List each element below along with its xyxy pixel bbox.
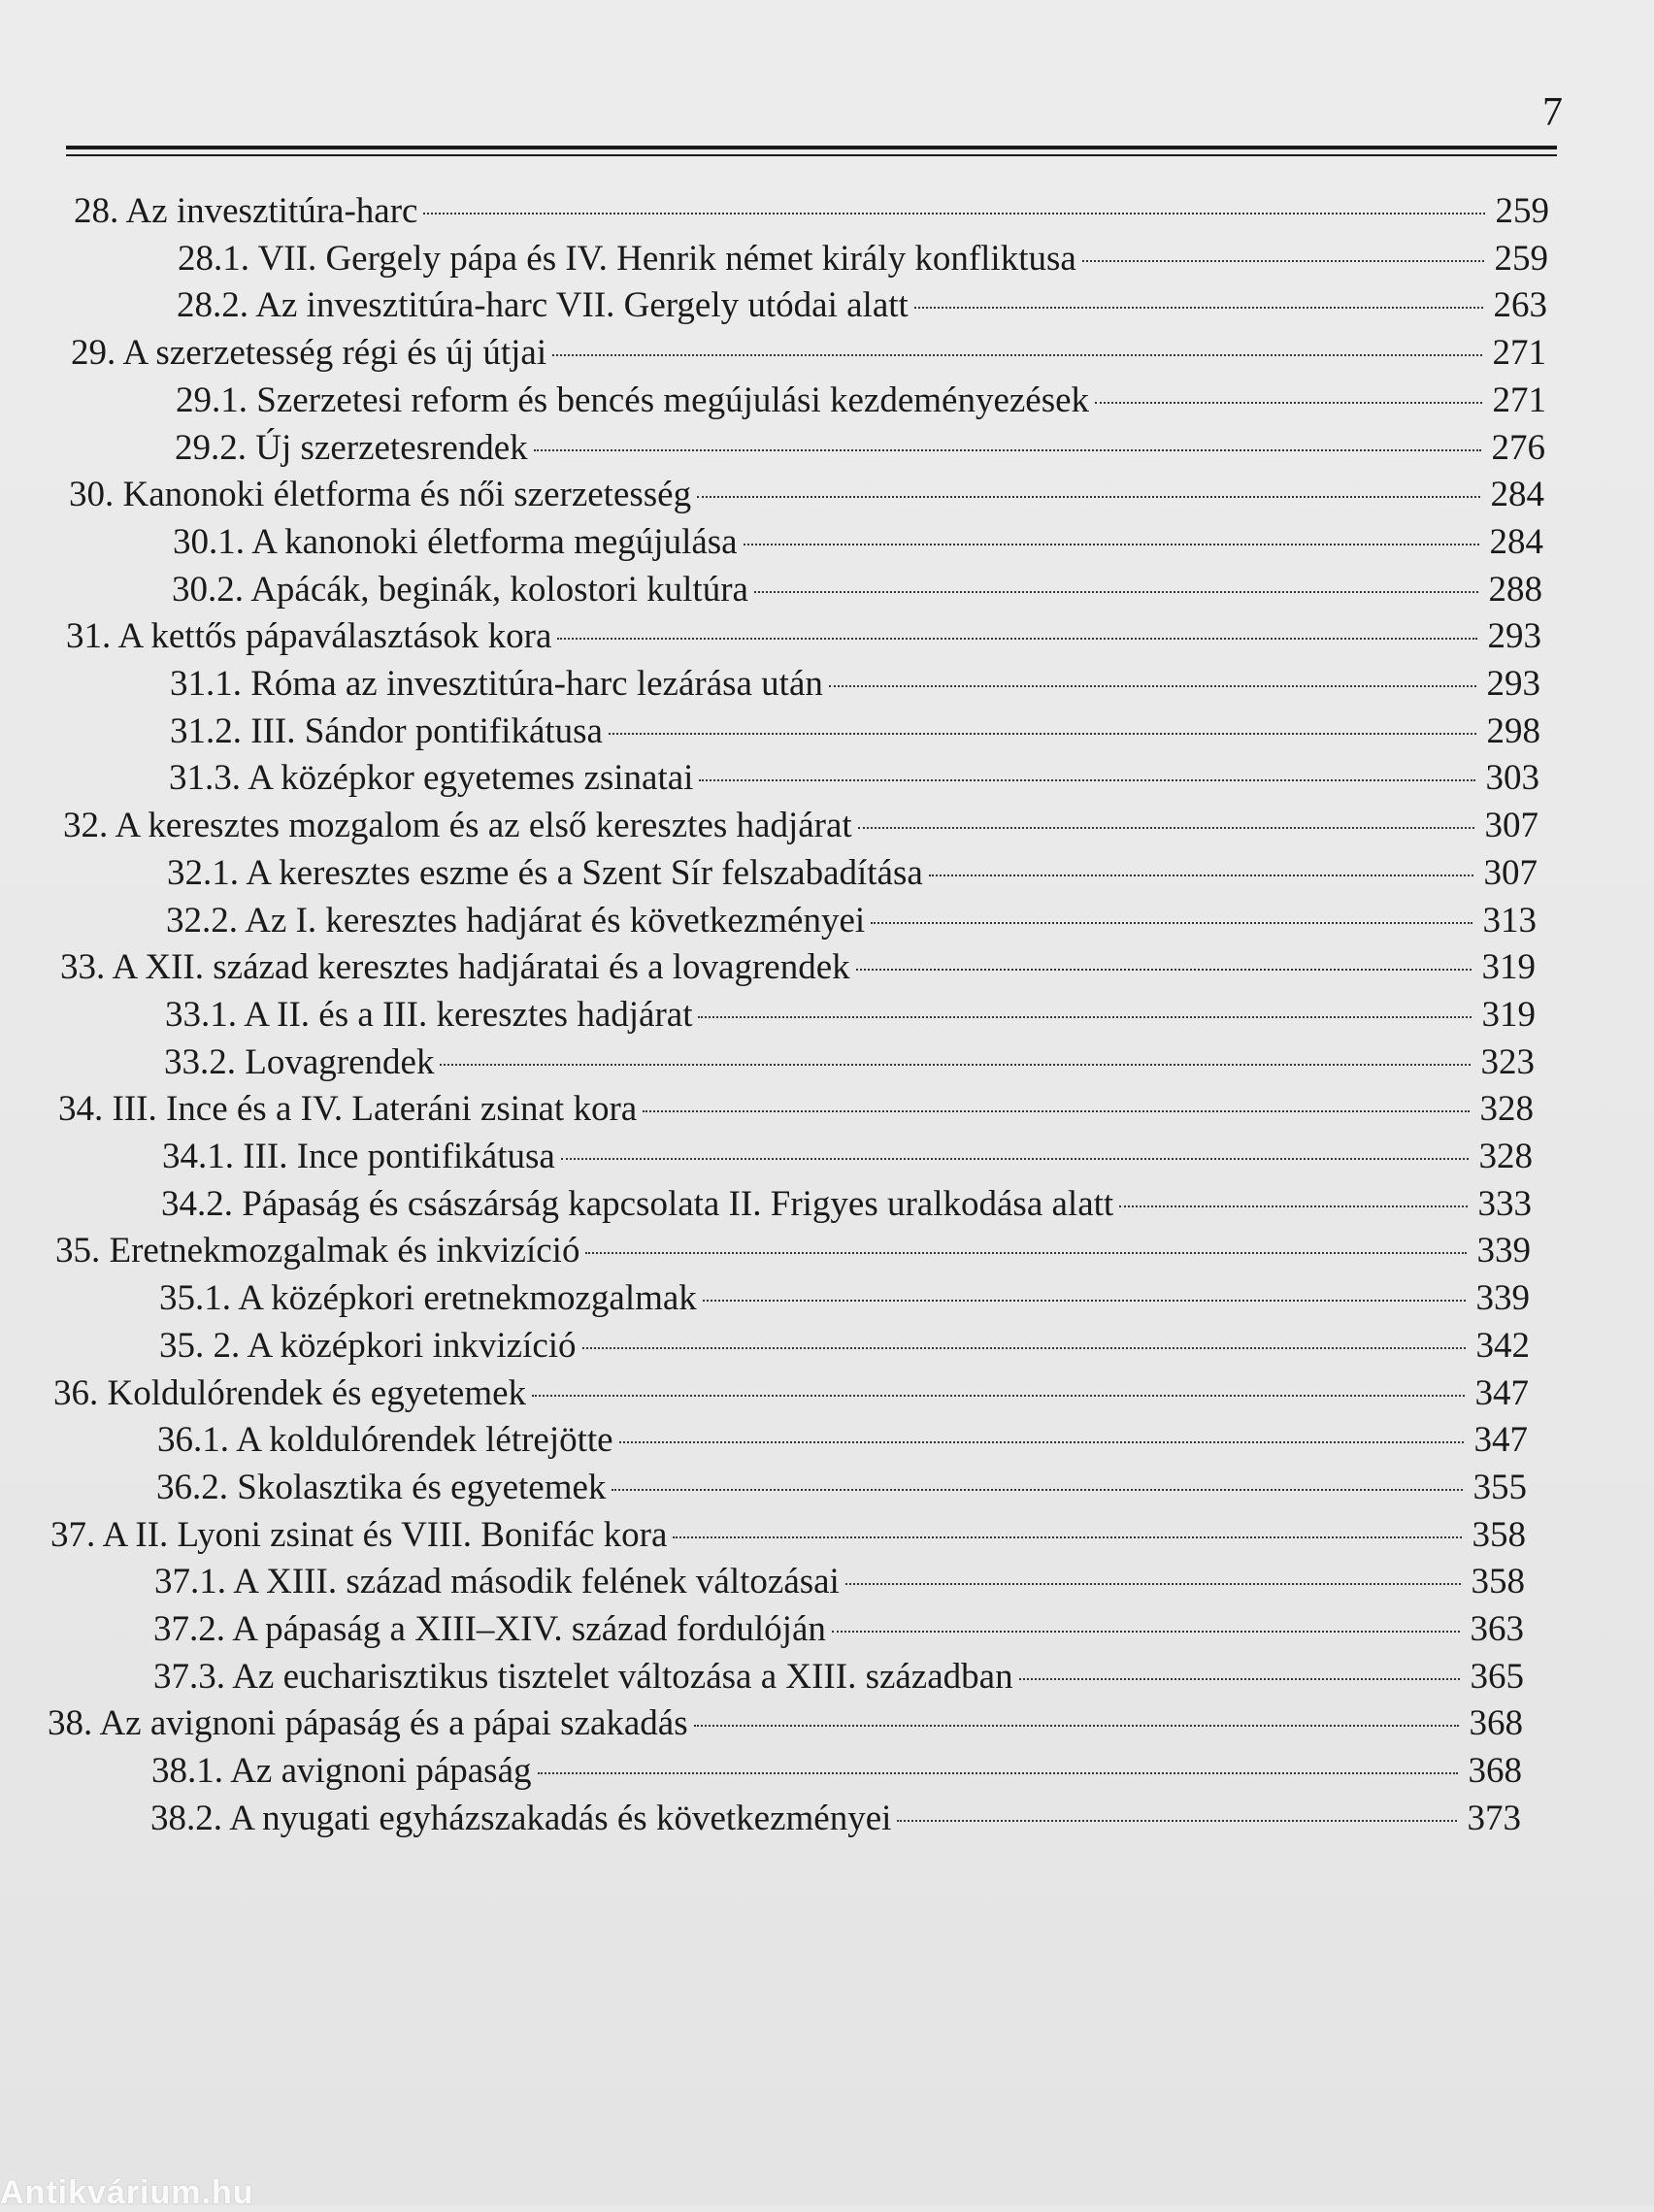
- toc-entry-title: 30.2. Apácák, beginák, kolostori kultúra: [172, 570, 748, 610]
- toc-leader-dots: [557, 638, 1477, 640]
- toc-entry-title: 37.1. A XIII. század második felének változásai: [154, 1562, 840, 1601]
- toc-leader-dots: [612, 1489, 1463, 1491]
- toc-section: [173, 519, 1543, 566]
- toc-chapter: [50, 1512, 1526, 1559]
- header-rule-thick: [66, 146, 1557, 149]
- toc-entry-page: 365: [1470, 1657, 1524, 1697]
- toc-entry-page: 307: [1483, 853, 1538, 893]
- toc-leader-dots: [858, 827, 1474, 829]
- watermark-logo: [0, 2174, 253, 2212]
- toc-leader-dots: [871, 922, 1472, 924]
- toc-entry-title: 29.2. Új szerzetesrendek: [175, 428, 528, 468]
- toc-section: [162, 1134, 1533, 1180]
- toc-entry-title: 33. A XII. század keresztes hadjáratai és a lovagrendek: [60, 947, 850, 987]
- toc-section: [176, 378, 1546, 424]
- toc-entry-title: 29.1. Szerzetesi reform és bencés megújulási kezdeményezések: [176, 380, 1090, 420]
- toc-leader-dots: [697, 496, 1480, 498]
- toc-section: [153, 1606, 1524, 1653]
- toc-leader-dots: [1095, 402, 1482, 404]
- toc-leader-dots: [673, 1536, 1462, 1538]
- toc-leader-dots: [703, 1300, 1466, 1302]
- toc-leader-dots: [914, 307, 1483, 309]
- toc-section: [167, 850, 1538, 897]
- toc-entry-page: 358: [1471, 1562, 1525, 1601]
- toc-section: [157, 1417, 1528, 1464]
- toc-entry-title: 38.1. Az avignoni pápaság: [151, 1751, 532, 1791]
- toc-section: [161, 1181, 1532, 1228]
- toc-section: [151, 1748, 1522, 1795]
- toc-entry-title: 34.1. III. Ince pontifikátusa: [162, 1137, 555, 1176]
- toc-section: [172, 567, 1542, 613]
- toc-section: [170, 661, 1540, 708]
- toc-chapter: [66, 613, 1541, 660]
- toc-chapter: [53, 1370, 1529, 1417]
- toc-leader-dots: [440, 1064, 1471, 1066]
- toc-leader-dots: [552, 354, 1482, 356]
- toc-chapter: [74, 188, 1549, 235]
- toc-chapter: [63, 803, 1538, 849]
- toc-section: [175, 425, 1545, 472]
- toc-entry-title: 31.2. III. Sándor pontifikátusa: [170, 711, 603, 751]
- toc-chapter: [71, 330, 1546, 377]
- toc-entry-page: 355: [1472, 1468, 1527, 1507]
- toc-chapter: [60, 944, 1536, 991]
- toc-entry-page: 259: [1495, 191, 1549, 231]
- toc-leader-dots: [1019, 1678, 1460, 1680]
- toc-leader-dots: [699, 779, 1475, 781]
- toc-entry-page: 293: [1487, 616, 1541, 656]
- toc-entry-title: 28. Az invesztitúra-harc: [74, 191, 418, 231]
- toc-entry-title: 31.3. A középkor egyetemes zsinatai: [169, 758, 694, 798]
- toc-section: [169, 755, 1539, 802]
- toc-entry-page: 373: [1467, 1799, 1521, 1838]
- toc-entry-page: 358: [1472, 1515, 1526, 1555]
- toc-entry-page: 319: [1481, 947, 1536, 987]
- toc-entry-title: 28.1. VII. Gergely pápa és IV. Henrik német király konfliktusa: [178, 239, 1076, 279]
- toc-entry-title: 33.2. Lovagrendek: [164, 1042, 435, 1082]
- toc-leader-dots: [561, 1158, 1469, 1160]
- toc-entry-title: 30.1. A kanonoki életforma megújulása: [173, 522, 738, 562]
- toc-entry-page: 347: [1474, 1373, 1529, 1413]
- toc-entry-title: 37.3. Az eucharisztikus tisztelet változása a XIII. században: [153, 1657, 1013, 1697]
- toc-entry-title: 37.2. A pápaság a XIII–XIV. század fordulóján: [153, 1609, 826, 1649]
- toc-entry-title: 36.2. Skolasztika és egyetemek: [156, 1468, 607, 1507]
- toc-entry-page: 347: [1473, 1420, 1528, 1460]
- toc-entry-page: 313: [1482, 901, 1537, 941]
- toc-entry-title: 38.2. A nyugati egyházszakadás és következményei: [150, 1799, 892, 1838]
- toc-leader-dots: [698, 1016, 1472, 1018]
- toc-entry-title: 32.1. A keresztes eszme és a Szent Sír felszabadítása: [167, 853, 923, 893]
- watermark-text: Antikvárium.hu: [0, 2174, 254, 2211]
- toc-entry-title: 37. A II. Lyoni zsinat és VIII. Bonifác kora: [50, 1515, 668, 1555]
- toc-entry-page: 339: [1476, 1231, 1531, 1271]
- toc-entry-page: 333: [1477, 1184, 1532, 1224]
- toc-entry-page: 328: [1478, 1137, 1533, 1176]
- toc-chapter: [58, 1086, 1534, 1133]
- toc-leader-dots: [1082, 260, 1484, 262]
- toc-section: [153, 1654, 1524, 1700]
- toc-leader-dots: [619, 1441, 1464, 1443]
- toc-leader-dots: [929, 875, 1473, 876]
- toc-entry-title: 32.2. Az I. keresztes hadjárat és következményei: [166, 901, 866, 941]
- toc-entry-page: 259: [1494, 239, 1548, 279]
- toc-entry-page: 298: [1486, 711, 1540, 751]
- toc-leader-dots: [538, 1772, 1459, 1774]
- toc-entry-title: 30. Kanonoki életforma és női szerzetesség: [69, 475, 692, 514]
- toc-section: [150, 1796, 1521, 1842]
- toc-entry-title: 36.1. A koldulórendek létrejötte: [157, 1420, 613, 1460]
- toc-leader-dots: [829, 685, 1476, 687]
- toc-leader-dots: [585, 1252, 1467, 1254]
- toc-chapter: [48, 1700, 1523, 1747]
- toc-entry-title: 31. A kettős pápaválasztások kora: [66, 616, 552, 656]
- toc-section: [178, 236, 1548, 282]
- toc-entry-page: 271: [1492, 380, 1546, 420]
- toc-section: [154, 1559, 1525, 1605]
- toc-leader-dots: [897, 1820, 1457, 1822]
- toc-entry-title: 35. Eretnekmozgalmak és inkvizíció: [55, 1231, 580, 1271]
- toc-entry-page: 319: [1481, 995, 1536, 1035]
- toc-leader-dots: [754, 591, 1478, 593]
- toc-section: [177, 282, 1547, 329]
- toc-entry-title: 38. Az avignoni pápaság és a pápai szakadás: [48, 1703, 688, 1743]
- toc-chapter: [69, 472, 1544, 518]
- toc-entry-title: 28.2. Az invesztitúra-harc VII. Gergely utódai alatt: [177, 285, 909, 325]
- page-number: 7: [1542, 90, 1563, 135]
- toc-entry-page: 339: [1475, 1278, 1530, 1318]
- toc-entry-page: 363: [1470, 1609, 1524, 1649]
- toc-leader-dots: [609, 733, 1476, 735]
- toc-entry-page: 368: [1469, 1703, 1523, 1743]
- toc-entry-page: 263: [1493, 285, 1547, 325]
- toc-entry-title: 31.1. Róma az invesztitúra-harc lezárása után: [170, 664, 823, 704]
- toc-entry-page: 307: [1484, 806, 1538, 845]
- toc-entry-page: 342: [1475, 1326, 1530, 1366]
- toc-entry-title: 35. 2. A középkori inkvizíció: [159, 1326, 577, 1366]
- toc-section: [166, 898, 1537, 944]
- toc-section: [170, 709, 1540, 755]
- toc-entry-page: 303: [1485, 758, 1539, 798]
- toc-entry-page: 328: [1479, 1089, 1534, 1129]
- toc-entry-title: 29. A szerzetesség régi és új útjai: [71, 333, 547, 373]
- toc-leader-dots: [744, 544, 1479, 545]
- toc-entry-page: 368: [1468, 1751, 1522, 1791]
- toc-entry-title: 32. A keresztes mozgalom és az első keresztes hadjárat: [63, 806, 852, 845]
- toc-entry-title: 34. III. Ince és a IV. Lateráni zsinat kora: [58, 1089, 638, 1129]
- toc-leader-dots: [694, 1725, 1459, 1727]
- toc-entry-page: 288: [1488, 570, 1542, 610]
- toc-entry-page: 293: [1486, 664, 1540, 704]
- toc-entry-page: 323: [1480, 1042, 1535, 1082]
- toc-leader-dots: [1119, 1205, 1468, 1207]
- toc-section: [164, 1040, 1535, 1086]
- toc-leader-dots: [845, 1583, 1461, 1585]
- toc-leader-dots: [643, 1110, 1470, 1112]
- toc-entry-title: 33.1. A II. és a III. keresztes hadjárat: [165, 995, 693, 1035]
- toc-entry-page: 271: [1492, 333, 1546, 373]
- toc-leader-dots: [423, 213, 1485, 215]
- toc-chapter: [55, 1228, 1531, 1274]
- toc-section: [165, 992, 1536, 1039]
- toc-entry-title: 35.1. A középkori eretnekmozgalmak: [159, 1278, 697, 1318]
- toc-entry-page: 276: [1491, 428, 1545, 468]
- toc-leader-dots: [534, 449, 1481, 451]
- toc-section: [159, 1275, 1530, 1322]
- header-rule-thin: [66, 154, 1557, 156]
- toc-entry-page: 284: [1489, 522, 1543, 562]
- toc-leader-dots: [532, 1395, 1465, 1397]
- toc-leader-dots: [832, 1631, 1460, 1633]
- toc-section: [159, 1323, 1530, 1370]
- toc-entry-title: 34.2. Pápaság és császárság kapcsolata II. Frigyes uralkodása alatt: [161, 1184, 1114, 1224]
- toc-entry-page: 284: [1490, 475, 1544, 514]
- toc-section: [156, 1465, 1527, 1511]
- toc-entry-title: 36. Koldulórendek és egyetemek: [53, 1373, 527, 1413]
- toc-leader-dots: [856, 969, 1472, 971]
- toc-leader-dots: [582, 1347, 1466, 1349]
